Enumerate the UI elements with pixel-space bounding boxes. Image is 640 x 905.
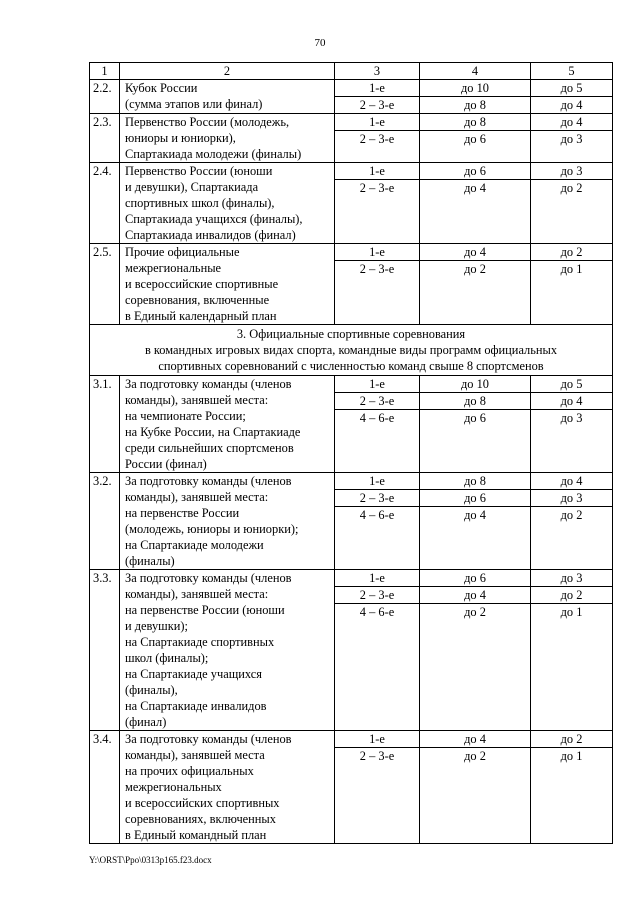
col5-value: до 5 — [531, 80, 612, 97]
col5-cell — [531, 114, 613, 163]
col5-cell — [531, 80, 613, 114]
col5-value: до 3 — [531, 490, 612, 507]
row-number: 3.4. — [90, 731, 120, 844]
table-row — [90, 163, 613, 244]
col4-cell — [420, 163, 531, 244]
place-cell — [335, 244, 420, 325]
col4-value: до 6 — [420, 163, 530, 180]
col4-cell — [420, 80, 531, 114]
row-number: 2.4. — [90, 163, 120, 244]
col5-value: до 2 — [560, 508, 583, 522]
col5-value: до 2 — [531, 587, 612, 604]
col5-value: до 3 — [560, 411, 583, 425]
col5-value: до 1 — [560, 749, 583, 763]
place-value: 1-е — [335, 244, 419, 261]
col5-cell — [531, 163, 613, 244]
place-value: 1-е — [335, 731, 419, 748]
place-value: 2 – 3-е — [335, 490, 419, 507]
place-cell — [335, 114, 420, 163]
row-description: Первенство России (юноши и девушки), Спартакиада спортивных школ (финалы), Спартакиада учащихся (финалы), Спартакиада инвалидов (финал) — [120, 163, 335, 244]
col5-value: до 4 — [531, 393, 612, 410]
place-cell — [335, 731, 420, 844]
col4-cell — [420, 473, 531, 570]
place-value: 2 – 3-е — [359, 98, 395, 112]
section-heading: 3. Официальные спортивные соревнования в командных игровых видах спорта, командные виды программ официальных спортивных соревнований с численностью команд свыше 8 спортсменов — [90, 325, 613, 376]
table-row — [90, 244, 613, 325]
place-value: 2 – 3-е — [359, 262, 395, 276]
col4-value: до 8 — [420, 473, 530, 490]
col5-cell — [531, 376, 613, 473]
row-description: За подготовку команды (членов команды), занявшей места: на первенстве России (юноши и девушки); на Спартакиаде спортивных школ (финалы); на Спартакиаде учащихся (финалы), на Спартакиаде инвалидов (финал) — [120, 570, 335, 731]
col5-value: до 5 — [531, 376, 612, 393]
row-number: 2.3. — [90, 114, 120, 163]
col4-cell — [420, 114, 531, 163]
place-value: 2 – 3-е — [335, 587, 419, 604]
file-path-footer: Y:\ORST\Ppo\0313p165.f23.docx — [89, 855, 212, 865]
col5-value: до 3 — [531, 163, 612, 180]
col4-value: до 10 — [420, 80, 530, 97]
place-cell — [335, 376, 420, 473]
place-value: 2 – 3-е — [359, 749, 395, 763]
place-value: 1-е — [335, 376, 419, 393]
col4-value: до 6 — [420, 490, 530, 507]
col4-value: до 8 — [420, 393, 530, 410]
place-value: 1-е — [335, 114, 419, 131]
header-col-3: 3 — [335, 63, 420, 80]
table-header-row — [90, 63, 613, 80]
col5-cell — [531, 473, 613, 570]
page-number: 70 — [314, 37, 326, 49]
header-col-1: 1 — [90, 63, 120, 80]
col5-value: до 4 — [531, 114, 612, 131]
place-cell — [335, 570, 420, 731]
row-description: Первенство России (молодежь, юниоры и юниорки), Спартакиада молодежи (финалы) — [120, 114, 335, 163]
col4-value: до 4 — [420, 587, 530, 604]
norms-table — [89, 62, 613, 844]
col4-value: до 8 — [420, 114, 530, 131]
place-value: 2 – 3-е — [359, 132, 395, 146]
col5-value: до 1 — [560, 605, 583, 619]
col5-value: до 3 — [560, 132, 583, 146]
table-row — [90, 80, 613, 114]
place-cell — [335, 473, 420, 570]
col4-cell — [420, 570, 531, 731]
col4-cell — [420, 244, 531, 325]
col4-value: до 2 — [464, 749, 486, 763]
row-description: Прочие официальные межрегиональные и всероссийские спортивные соревнования, включенные в Единый календарный план — [120, 244, 335, 325]
col4-value: до 4 — [420, 731, 530, 748]
col4-value: до 4 — [420, 244, 530, 261]
place-cell — [335, 80, 420, 114]
place-cell — [335, 163, 420, 244]
header-col-5: 5 — [531, 63, 613, 80]
col4-value: до 6 — [420, 570, 530, 587]
table-row — [90, 114, 613, 163]
col4-cell — [420, 731, 531, 844]
place-value: 4 – 6-е — [359, 508, 395, 522]
table-row — [90, 473, 613, 570]
header-col-2: 2 — [120, 63, 335, 80]
place-value: 1-е — [335, 473, 419, 490]
place-value: 2 – 3-е — [335, 393, 419, 410]
col5-value: до 2 — [531, 244, 612, 261]
col5-value: до 4 — [531, 473, 612, 490]
table-row — [90, 376, 613, 473]
row-description: Кубок России (сумма этапов или финал) — [120, 80, 335, 114]
table-row — [90, 731, 613, 844]
col5-value: до 1 — [560, 262, 583, 276]
col5-value: до 2 — [560, 181, 583, 195]
place-value: 2 – 3-е — [359, 181, 395, 195]
col4-value: до 4 — [464, 508, 486, 522]
header-col-4: 4 — [420, 63, 531, 80]
col4-value: до 2 — [464, 262, 486, 276]
row-number: 3.1. — [90, 376, 120, 473]
col4-value: до 2 — [464, 605, 486, 619]
place-value: 1-е — [335, 80, 419, 97]
col4-value: до 4 — [464, 181, 486, 195]
row-number: 2.2. — [90, 80, 120, 114]
table-row — [90, 570, 613, 731]
place-value: 4 – 6-е — [359, 605, 395, 619]
col4-cell — [420, 376, 531, 473]
col5-cell — [531, 244, 613, 325]
row-number: 3.2. — [90, 473, 120, 570]
col4-value: до 6 — [464, 132, 486, 146]
row-description: За подготовку команды (членов команды), занявшей места: на первенстве России (молодежь, юниоры и юниорки); на Спартакиаде молодежи (финалы) — [120, 473, 335, 570]
row-description: За подготовку команды (членов команды), занявшей места на прочих официальных межрегиональных и всероссийских спортивных соревнованиях, включенных в Единый командный план — [120, 731, 335, 844]
col4-value: до 8 — [464, 98, 486, 112]
place-value: 1-е — [335, 570, 419, 587]
col5-value: до 2 — [531, 731, 612, 748]
row-number: 3.3. — [90, 570, 120, 731]
col5-cell — [531, 570, 613, 731]
col5-value: до 4 — [560, 98, 583, 112]
col5-value: до 3 — [531, 570, 612, 587]
col5-cell — [531, 731, 613, 844]
section-row — [90, 325, 613, 376]
col4-value: до 6 — [464, 411, 486, 425]
col4-value: до 10 — [420, 376, 530, 393]
place-value: 1-е — [335, 163, 419, 180]
row-number: 2.5. — [90, 244, 120, 325]
place-value: 4 – 6-е — [359, 411, 395, 425]
row-description: За подготовку команды (членов команды), занявшей места: на чемпионате России; на Кубке России, на Спартакиаде среди сильнейших спортсменов России (финал) — [120, 376, 335, 473]
